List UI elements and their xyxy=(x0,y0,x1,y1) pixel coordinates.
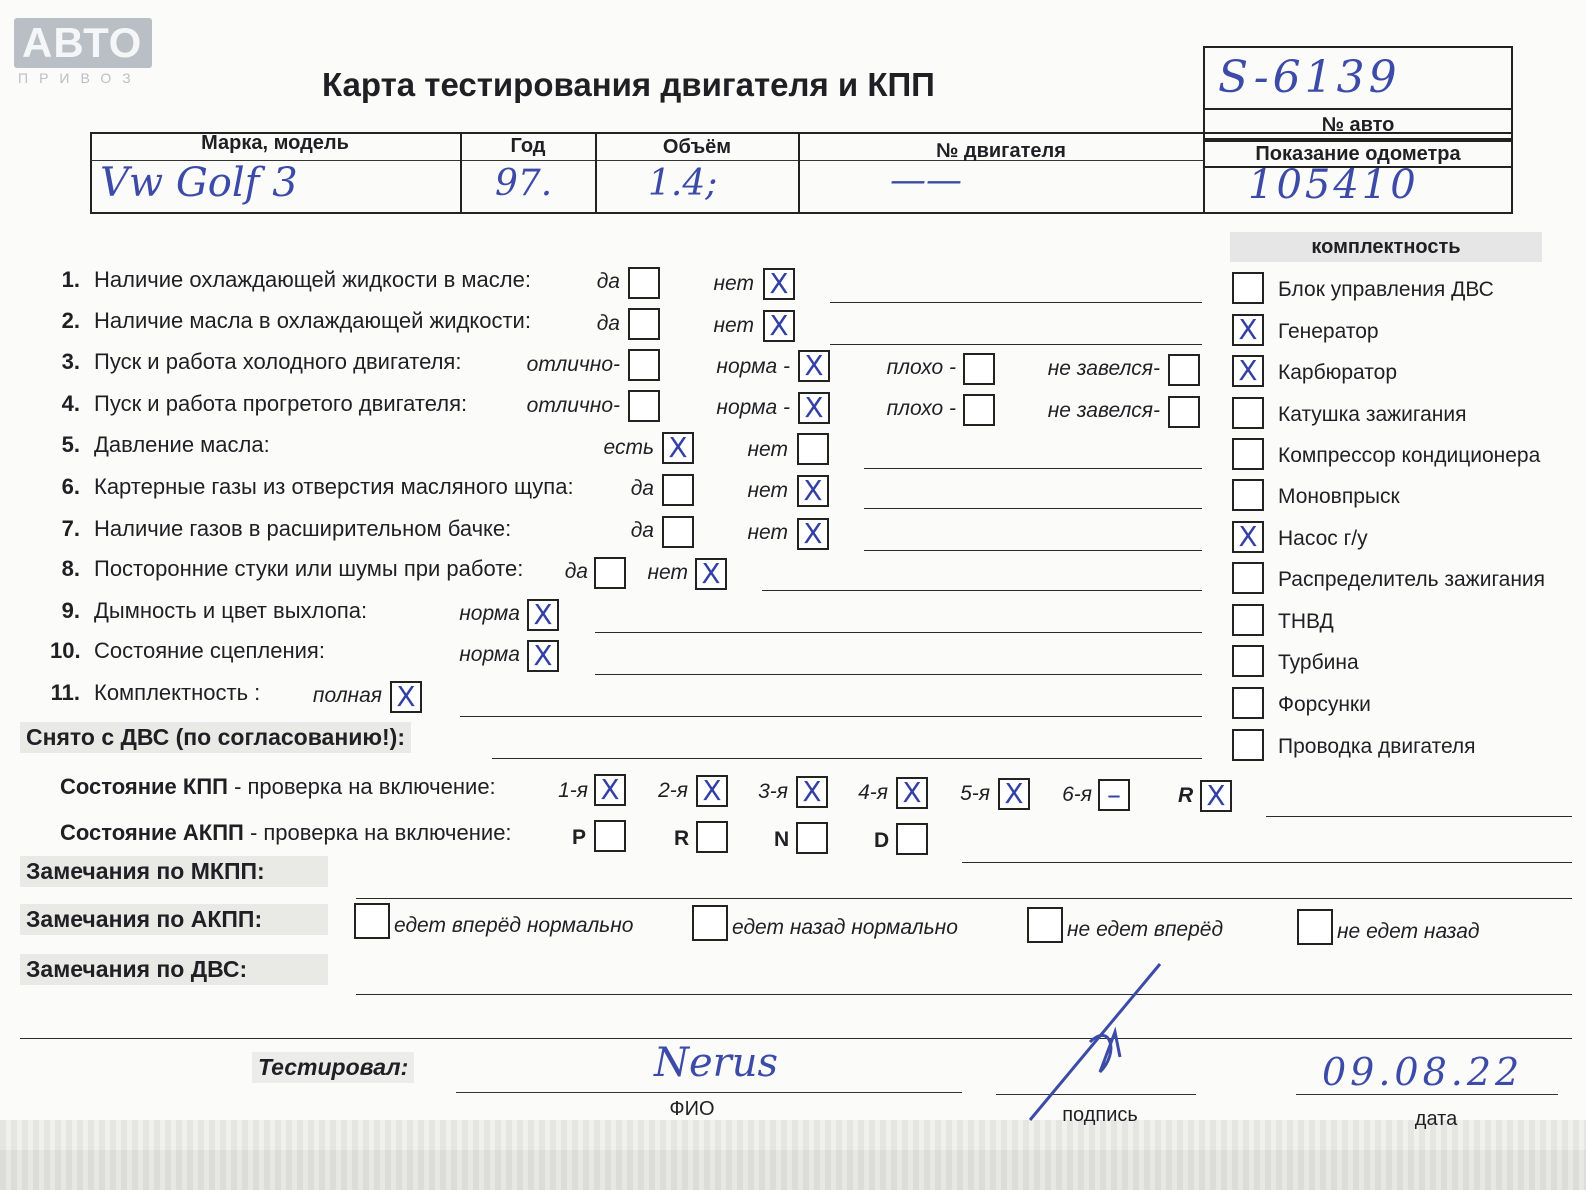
gear-checkbox[interactable] xyxy=(998,778,1030,810)
behavior-label: едет назад нормально xyxy=(732,916,958,939)
answer-line xyxy=(864,468,1202,469)
question-number: 2. xyxy=(61,308,80,333)
completeness-checkbox[interactable] xyxy=(1232,729,1264,761)
gear-label: R xyxy=(1178,784,1194,807)
check-mark: X xyxy=(702,774,722,807)
question-text: Комплектность : xyxy=(94,680,261,705)
engine-number-label: № двигателя xyxy=(936,140,1066,162)
option-label: плохо - xyxy=(886,397,956,420)
answer-line xyxy=(492,758,1202,759)
tester-name: Nerus xyxy=(654,1040,779,1086)
check-mark: X xyxy=(533,639,553,672)
option-label: норма - xyxy=(716,396,790,419)
completeness-checkbox[interactable] xyxy=(1232,604,1264,636)
position-label: N xyxy=(774,828,790,851)
behavior-label: едет вперёд нормально xyxy=(394,914,634,937)
answer-line xyxy=(962,862,1572,863)
logo xyxy=(14,18,152,86)
completeness-label: Катушка зажигания xyxy=(1278,403,1467,426)
date-line xyxy=(1296,1094,1558,1095)
question-text: Дымность и цвет выхлопа: xyxy=(94,598,368,623)
option-label: нет xyxy=(747,521,788,544)
car-number-value: S-6139 xyxy=(1218,52,1401,103)
gear-label: 6-я xyxy=(1062,783,1092,806)
check-mark: X xyxy=(802,775,822,808)
option-label: норма xyxy=(459,643,520,666)
check-mark: X xyxy=(803,474,823,507)
checkbox[interactable] xyxy=(390,681,422,713)
question-text: Посторонние стуки или шумы при работе: xyxy=(94,556,524,581)
checkbox[interactable] xyxy=(763,310,795,342)
checkbox[interactable] xyxy=(963,353,995,385)
logo-subtitle: ПРИВОЗ xyxy=(18,70,142,86)
year-label: Год xyxy=(510,135,546,157)
checkbox[interactable] xyxy=(662,474,694,506)
checkbox[interactable] xyxy=(662,516,694,548)
option-label: нет xyxy=(713,272,754,295)
completeness-label: Компрессор кондиционера xyxy=(1278,444,1541,467)
gear-label: 1-я xyxy=(558,779,588,802)
check-mark: X xyxy=(396,680,416,713)
akpp-label xyxy=(60,820,512,846)
completeness-checkbox[interactable] xyxy=(1232,521,1264,553)
divider xyxy=(1203,138,1511,140)
option-label: да xyxy=(630,519,654,542)
engine-number-value: —— xyxy=(890,160,962,201)
answer-line xyxy=(864,550,1202,551)
completeness-label: Блок управления ДВС xyxy=(1278,278,1494,301)
checkbox[interactable] xyxy=(1168,354,1200,386)
answer-line xyxy=(864,508,1202,509)
check-mark: X xyxy=(1206,779,1226,812)
logo-brand: АВТО xyxy=(14,18,152,68)
answer-line xyxy=(830,344,1202,345)
check-mark: X xyxy=(902,776,922,809)
akpp-label-bold: Состояние АКПП xyxy=(60,820,244,845)
gear-checkbox[interactable] xyxy=(1200,780,1232,812)
question-text: Состояние сцепления: xyxy=(94,638,325,663)
check-mark: X xyxy=(1238,313,1258,346)
completeness-label: Моновпрыск xyxy=(1278,485,1400,508)
date-caption: дата xyxy=(1414,1108,1458,1130)
odometer-label: Показание одометра xyxy=(1255,143,1461,165)
option-label: нет xyxy=(747,438,788,461)
question-number: 4. xyxy=(61,391,80,416)
completeness-label: Карбюратор xyxy=(1278,361,1398,384)
position-label: P xyxy=(572,826,587,849)
completeness-checkbox[interactable] xyxy=(1232,645,1264,677)
checkbox[interactable] xyxy=(628,349,660,381)
page-title: Карта тестирования двигателя и КПП xyxy=(322,66,935,103)
gear-checkbox[interactable] xyxy=(896,777,928,809)
position-checkbox[interactable] xyxy=(796,822,828,854)
checkbox[interactable] xyxy=(594,557,626,589)
gear-checkbox[interactable] xyxy=(594,774,626,806)
checkbox[interactable] xyxy=(1168,396,1200,428)
fio-line xyxy=(456,1092,962,1093)
gear-label: 5-я xyxy=(960,782,990,805)
checkbox[interactable] xyxy=(527,640,559,672)
answer-line xyxy=(460,716,1202,717)
gear-checkbox[interactable] xyxy=(1098,779,1130,811)
behavior-label: не едет вперёд xyxy=(1067,918,1224,941)
behavior-checkbox[interactable] xyxy=(354,903,390,939)
position-checkbox[interactable] xyxy=(896,823,928,855)
checkbox[interactable] xyxy=(527,599,559,631)
checkbox[interactable] xyxy=(628,390,660,422)
completeness-checkbox[interactable] xyxy=(1232,687,1264,719)
checkbox[interactable] xyxy=(798,350,830,382)
answer-line xyxy=(1266,816,1572,817)
answer-line xyxy=(595,674,1202,675)
checkbox[interactable] xyxy=(695,558,727,590)
question-number: 1. xyxy=(61,267,80,292)
checkbox[interactable] xyxy=(797,518,829,550)
question-text: Наличие газов в расширительном бачке: xyxy=(94,516,512,541)
completeness-checkbox[interactable] xyxy=(1232,397,1264,429)
check-mark: X xyxy=(803,517,823,550)
answer-line xyxy=(830,302,1202,303)
tested-label: Тестировал: xyxy=(252,1052,414,1083)
make-model-label: Марка, модель xyxy=(201,132,349,154)
question-text: Наличие масла в охлаждающей жидкости: xyxy=(94,308,531,333)
completeness-label: Проводка двигателя xyxy=(1278,735,1476,758)
question-text: Давление масла: xyxy=(94,432,270,457)
remarks-mkpp-label: Замечания по МКПП: xyxy=(20,856,328,887)
option-label: да xyxy=(596,312,620,335)
year-value: 97. xyxy=(495,163,553,204)
remarks-akpp-label: Замечания по АКПП: xyxy=(20,904,328,935)
question-text: Картерные газы из отверстия масляного щупа: xyxy=(94,474,574,499)
question-text: Пуск и работа прогретого двигателя: xyxy=(94,391,468,416)
check-mark: X xyxy=(769,309,789,342)
option-label: отлично- xyxy=(526,394,620,417)
option-label: плохо - xyxy=(886,356,956,379)
question-number: 5. xyxy=(61,432,80,457)
check-mark: X xyxy=(804,391,824,424)
checkbox[interactable] xyxy=(963,394,995,426)
completeness-label: Генератор xyxy=(1278,320,1379,343)
completeness-checkbox[interactable] xyxy=(1232,438,1264,470)
fio-caption: ФИО xyxy=(669,1098,715,1120)
behavior-label: не едет назад xyxy=(1337,920,1480,943)
completeness-checkbox[interactable] xyxy=(1232,314,1264,346)
option-label: да xyxy=(564,560,588,583)
removed-label: Снято с ДВС (по согласованию!): xyxy=(20,722,411,753)
answer-line xyxy=(595,632,1202,633)
position-checkbox[interactable] xyxy=(594,820,626,852)
position-checkbox[interactable] xyxy=(696,821,728,853)
check-mark: X xyxy=(804,349,824,382)
check-mark: X xyxy=(1004,777,1024,810)
question-number: 8. xyxy=(61,556,80,581)
volume-label: Объём xyxy=(662,136,732,158)
question-number: 11. xyxy=(50,680,80,705)
option-label: норма - xyxy=(716,355,790,378)
kpp-label-bold: Состояние КПП xyxy=(60,774,228,799)
volume-value: 1.4; xyxy=(648,163,718,204)
position-label: R xyxy=(674,827,690,850)
check-mark: X xyxy=(533,598,553,631)
check-mark: X xyxy=(701,557,721,590)
behavior-checkbox[interactable] xyxy=(1027,907,1063,943)
completeness-checkbox[interactable] xyxy=(1232,479,1264,511)
date-value: 09.08.22 xyxy=(1322,1050,1524,1094)
checkbox[interactable] xyxy=(797,433,829,465)
checkbox[interactable] xyxy=(763,268,795,300)
answer-line xyxy=(356,994,1572,995)
question-number: 10. xyxy=(50,638,81,663)
option-label: полная xyxy=(312,684,382,707)
completeness-checkbox[interactable] xyxy=(1232,355,1264,387)
divider xyxy=(1203,108,1511,110)
checkbox[interactable] xyxy=(628,308,660,340)
gear-checkbox[interactable] xyxy=(796,776,828,808)
option-label: не завелся- xyxy=(1047,357,1160,380)
answer-line xyxy=(20,1038,1572,1039)
torn-edge xyxy=(0,1120,1586,1190)
akpp-label-rest: - проверка на включение: xyxy=(243,820,512,845)
divider xyxy=(1203,46,1205,212)
car-number-label: № авто xyxy=(1321,114,1395,136)
option-label: нет xyxy=(713,314,754,337)
option-label: нет xyxy=(647,561,688,584)
check-mark: X xyxy=(769,267,789,300)
dash-mark: – xyxy=(1107,778,1121,811)
answer-line xyxy=(762,590,1202,591)
checkbox[interactable] xyxy=(628,267,660,299)
question-number: 3. xyxy=(61,349,80,374)
completeness-checkbox[interactable] xyxy=(1232,272,1264,304)
option-label: есть xyxy=(603,436,654,459)
completeness-label: Форсунки xyxy=(1278,693,1371,716)
checkbox[interactable] xyxy=(662,432,694,464)
checkbox[interactable] xyxy=(797,475,829,507)
question-text: Пуск и работа холодного двигателя: xyxy=(94,349,462,374)
completeness-checkbox[interactable] xyxy=(1232,562,1264,594)
answer-line xyxy=(356,898,1572,899)
kpp-label-rest: - проверка на включение: xyxy=(227,774,496,799)
gear-checkbox[interactable] xyxy=(696,775,728,807)
option-label: нет xyxy=(747,479,788,502)
question-number: 7. xyxy=(61,516,80,541)
option-label: не завелся- xyxy=(1047,399,1160,422)
option-label: норма xyxy=(459,602,520,625)
check-mark: X xyxy=(1238,354,1258,387)
kpp-label xyxy=(60,774,496,800)
make-model-value: Vw Golf 3 xyxy=(100,160,298,206)
gear-label: 4-я xyxy=(858,781,888,804)
option-label: да xyxy=(630,477,654,500)
checkbox[interactable] xyxy=(798,392,830,424)
completeness-label: Турбина xyxy=(1278,651,1359,674)
gear-label: 2-я xyxy=(658,779,688,802)
check-mark: X xyxy=(668,431,688,464)
odometer-value: 105410 xyxy=(1248,162,1419,208)
completeness-label: Насос г/у xyxy=(1278,527,1368,550)
option-label: отлично- xyxy=(526,353,620,376)
signature-caption: подпись xyxy=(1062,1104,1138,1126)
completeness-label: Распределитель зажигания xyxy=(1278,568,1546,591)
check-mark: X xyxy=(1238,520,1258,553)
gear-label: 3-я xyxy=(758,780,788,803)
completeness-header: комплектность xyxy=(1230,232,1542,262)
question-number: 9. xyxy=(61,598,80,623)
question-text: Наличие охлаждающей жидкости в масле: xyxy=(94,267,531,292)
remarks-dvs-label: Замечания по ДВС: xyxy=(20,954,328,985)
question-number: 6. xyxy=(61,474,80,499)
option-label: да xyxy=(596,270,620,293)
behavior-checkbox[interactable] xyxy=(1297,909,1333,945)
behavior-checkbox[interactable] xyxy=(692,905,728,941)
check-mark: X xyxy=(600,773,620,806)
position-label: D xyxy=(874,829,890,852)
completeness-label: ТНВД xyxy=(1278,610,1334,633)
